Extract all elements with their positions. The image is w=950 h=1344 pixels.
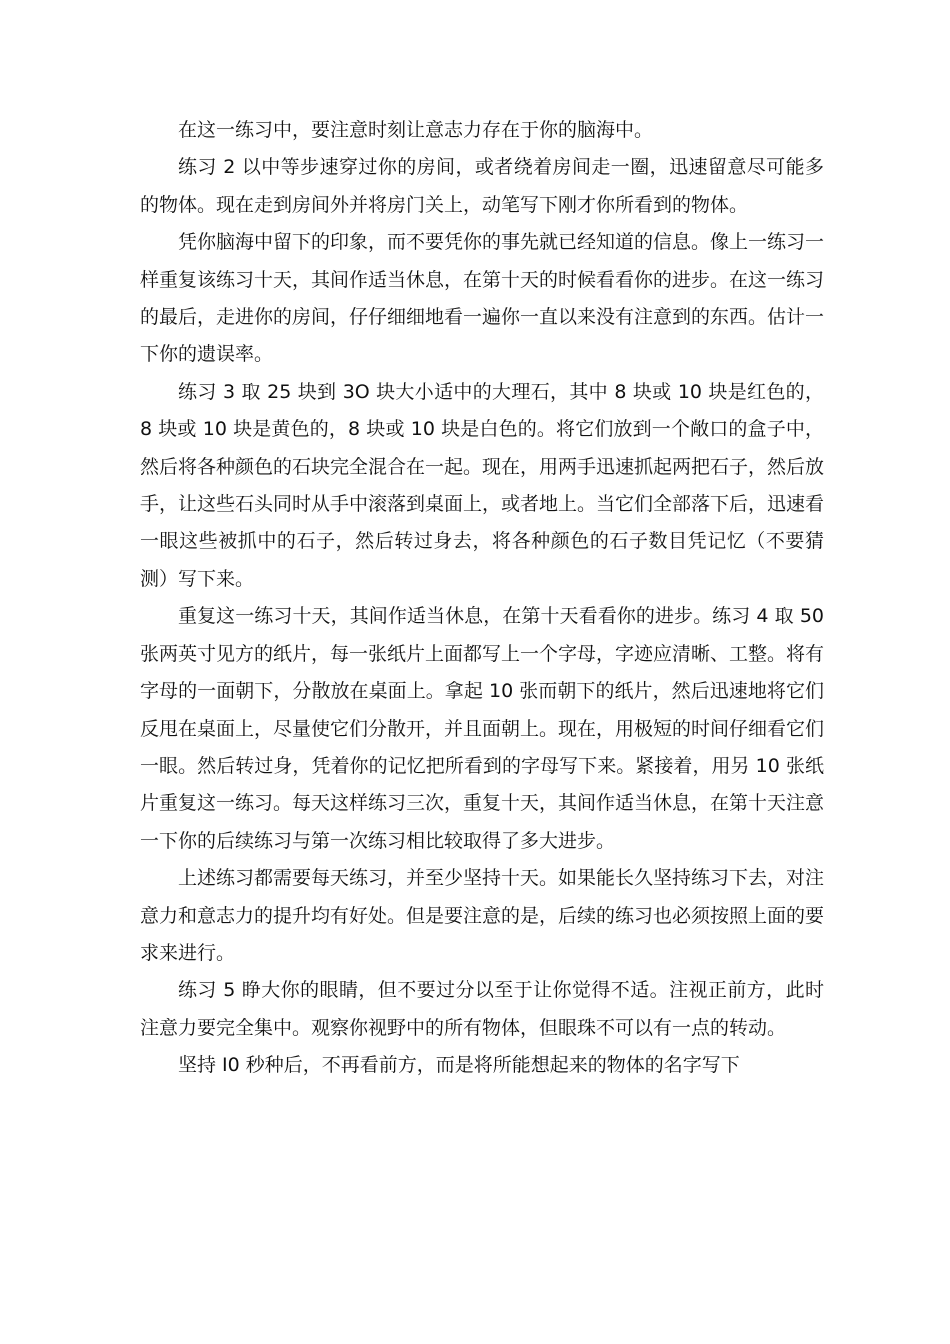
document-page [140,112,824,1085]
paragraph-4: 练习 3 取 25 块到 3O 块大小适中的大理石，其中 8 块或 10 块是红色的，8 块或 10 块是黄色的，8 块或 10 块是白色的。将它们放到一个敞口的盒子中，然后将各种颜色的石块完全混合在一起。现在，用两手迅速抓起两把石子，然后放手，让这些石头同时从手中滚落到桌面上，或者地上。当它们全部落下后，迅速看一眼这些被抓中的石子，然后转过身去，将各种颜色的石子数目凭记忆（不要猜测）写下来。 [140,380,825,590]
paragraph-8: 坚持 I0 秒种后，不再看前方，而是将所能想起来的物体的名字写下 [178,1054,740,1077]
paragraph-3: 凭你脑海中留下的印象，而不要凭你的事先就已经知道的信息。像上一练习一样重复该练习十天，其间作适当休息，在第十天的时候看看你的进步。在这一练习的最后，走进你的房间，仔仔细细地看一遍你一直以来没有注意到的东西。估计一下你的遗误率。 [140,231,825,366]
paragraph-1: 在这一练习中，要注意时刻让意志力存在于你的脑海中。 [178,119,654,141]
paragraph-2: 练习 2 以中等步速穿过你的房间，或者绕着房间走一圈，迅速留意尽可能多的物体。现在走到房间外并将房门关上，动笔写下刚才你所看到的物体。 [140,156,824,216]
paragraph-5: 重复这一练习十天，其间作适当休息，在第十天看看你的进步。练习 4 取 50 张两英寸见方的纸片，每一张纸片上面都写上一个字母，字迹应清晰、工整。将有字母的一面朝下，分散放在桌面上。拿起 10 张而朝下的纸片，然后迅速地将它们反甩在桌面上，尽量使它们分散开，并且面朝上。现在，用极短的时间仔细看它们一眼。然后转过身，凭着你的记忆把所看到的字母写下来。紧接着，用另 10 张纸片重复这一练习。每天这样练习三次，重复十天，其间作适当休息，在第十天注意一下你的后续练习与第一次练习相比较取得了多大进步。 [140,605,825,852]
paragraph-7: 练习 5 睁大你的眼睛，但不要过分以至于让你觉得不适。注视正前方，此时注意力要完全集中。观察你视野中的所有物体，但眼珠不可以有一点的转动。 [140,979,824,1039]
paragraph-6: 上述练习都需要每天练习，并至少坚持十天。如果能长久坚持练习下去，对注意力和意志力的提升均有好处。但是要注意的是，后续的练习也必须按照上面的要求来进行。 [140,867,825,964]
